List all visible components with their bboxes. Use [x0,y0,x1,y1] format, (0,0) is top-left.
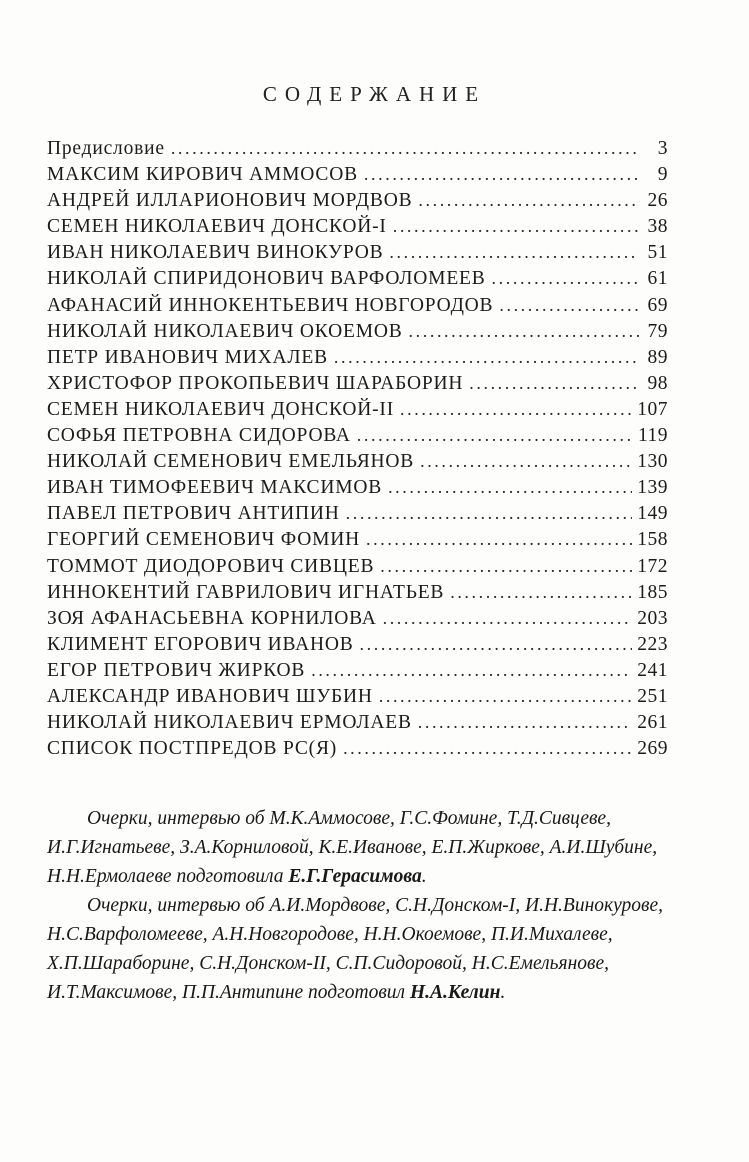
dot-leader [400,399,632,421]
toc-entry [47,268,668,294]
toc-entry-title: ИННОКЕНТИЙ ГАВРИЛОВИЧ ИГНАТЬЕВ [47,581,445,603]
toc-entry-title: АЛЕКСАНДР ИВАНОВИЧ ШУБИН [47,685,373,707]
toc-entry-title: ИВАН НИКОЛАЕВИЧ ВИНОКУРОВ [47,242,384,264]
toc-entry-page: 261 [637,712,668,734]
toc-entry [47,399,668,425]
toc-entry-title: НИКОЛАЙ СЕМЕНОВИЧ ЕМЕЛЬЯНОВ [47,451,415,473]
toc-entry-page: 3 [657,138,668,159]
toc-entry-title: ЕГОР ПЕТРОВИЧ ЖИРКОВ [47,659,306,681]
toc-entry-title: ГЕОРГИЙ СЕМЕНОВИЧ ФОМИН [47,529,361,551]
toc-entry-page: 69 [647,294,668,316]
note-text: Очерки, интервью об А.И.Мордвове, С.Н.Донском-I, И.Н.Винокурове, Н.С.Варфоломееве, А.Н.Новгородове, Н.Н.Окоемове, П.И.Михалеве, Х.П.Шараборине, С.Н.Донском-II, С.П.Сидоровой, Н.С.Емельянове, И.Т.Максимове, П.П.Антипине подготовил [47,895,664,1004]
dot-leader [389,242,639,264]
toc-entry-page: 185 [637,581,668,603]
notes-block [47,804,667,1007]
dot-leader [360,634,633,656]
toc-entry-title: СОФЬЯ ПЕТРОВНА СИДОРОВА [47,425,351,447]
page-title: СОДЕРЖАНИЕ [262,82,487,106]
toc-entry [47,295,668,321]
toc-entry [47,660,668,686]
toc-entry [47,634,668,660]
toc-entry-title: ТОММОТ ДИОДОРОВИЧ СИВЦЕВ [47,555,375,577]
toc-entry [47,503,668,529]
dot-leader [499,295,639,317]
dot-leader [357,425,633,447]
toc-entry [47,190,668,216]
toc-entry-page: 203 [637,607,668,629]
note-text: Очерки, интервью об М.К.Аммосове, Г.С.Фомине, Т.Д.Сивцеве, И.Г.Игнатьеве, З.А.Корниловой, К.Е.Иванове, Е.П.Жиркове, А.И.Шубине, Н.Н.Ермолаеве подготовила [47,808,658,888]
toc-entry [47,582,668,608]
toc-entry-page: 130 [637,451,668,473]
toc-entry [47,373,668,399]
dot-leader [492,268,639,290]
toc-entry-page: 269 [637,738,668,760]
toc-entry [47,556,668,582]
toc-entry [47,425,668,451]
dot-leader [418,712,633,734]
toc-entry [47,242,668,268]
toc-entry-title: ПАВЕЛ ПЕТРОВИЧ АНТИПИН [47,503,340,525]
toc-entry [47,321,668,347]
toc-entry-page: 172 [637,555,668,577]
toc-entry [47,138,668,164]
toc-entry-title: ХРИСТОФОР ПРОКОПЬЕВИЧ ШАРАБОРИН [47,372,464,394]
toc-entry [47,347,668,373]
dot-leader [450,582,632,604]
toc-entry-title: КЛИМЕНТ ЕГОРОВИЧ ИВАНОВ [47,633,354,655]
dot-leader [383,608,633,630]
toc-entry-title: АФАНАСИЙ ИННОКЕНТЬЕВИЧ НОВГОРОДОВ [47,294,494,316]
toc-entry-page: 149 [637,503,668,525]
dot-leader [364,164,639,186]
note-text: . [421,866,427,888]
note-text: . [500,982,506,1004]
toc-entry-title: НИКОЛАЙ СПИРИДОНОВИЧ ВАРФОЛОМЕЕВ [47,268,486,290]
toc-entry-page: 158 [637,529,668,551]
dot-leader [409,321,639,343]
dot-leader [393,216,639,238]
toc-entry-title: МАКСИМ КИРОВИЧ АММОСОВ [47,164,358,186]
toc-entry-page: 89 [647,346,668,368]
toc-entry-title: НИКОЛАЙ НИКОЛАЕВИЧ ЕРМОЛАЕВ [47,712,412,734]
toc-entry [47,477,668,503]
dot-leader [334,347,639,369]
toc-entry-page: 26 [647,190,668,212]
note-paragraph [47,891,667,1007]
toc-entry-title: СЕМЕН НИКОЛАЕВИЧ ДОНСКОЙ-I [47,216,387,238]
toc-entry-title: ЗОЯ АФАНАСЬЕВНА КОРНИЛОВА [47,607,377,629]
toc-entry [47,451,668,477]
toc-entry-page: 107 [637,398,668,420]
toc-list [47,138,668,764]
dot-leader [420,451,632,473]
toc-entry-title: СПИСОК ПОСТПРЕДОВ РС(Я) [47,738,338,760]
toc-entry-title: АНДРЕЙ ИЛЛАРИОНОВИЧ МОРДВОВ [47,190,413,212]
dot-leader [388,477,632,499]
toc-entry [47,164,668,190]
toc-entry [47,216,668,242]
compiler-name: Е.Г.Герасимова [288,866,422,888]
dot-leader [343,738,632,760]
toc-entry-page: 139 [637,477,668,499]
toc-entry-page: 119 [637,425,668,447]
dot-leader [311,660,632,682]
dot-leader [418,190,639,212]
toc-entry-page: 223 [637,633,668,655]
dot-leader [469,373,639,395]
dot-leader [346,503,633,525]
toc-entry [47,738,668,764]
toc-entry [47,529,668,555]
compiler-name: Н.А.Келин [409,982,501,1004]
toc-entry-title: СЕМЕН НИКОЛАЕВИЧ ДОНСКОЙ-II [47,398,395,420]
toc-entry-page: 38 [647,216,668,238]
toc-entry [47,608,668,634]
note-paragraph [47,804,667,891]
toc-entry-page: 98 [647,372,668,394]
toc-entry-page: 241 [637,659,668,681]
dot-leader [379,686,633,708]
toc-entry-page: 79 [647,320,668,342]
toc-entry [47,686,668,712]
dot-leader [380,556,632,578]
toc-entry-page: 251 [637,685,668,707]
toc-entry-page: 61 [647,268,668,290]
toc-entry-page: 9 [657,164,668,186]
toc-entry-page: 51 [647,242,668,264]
toc-entry-title: ИВАН ТИМОФЕЕВИЧ МАКСИМОВ [47,477,383,499]
toc-entry-title: Предисловие [47,138,165,159]
toc-entry [47,712,668,738]
toc-entry-title: НИКОЛАЙ НИКОЛАЕВИЧ ОКОЕМОВ [47,320,403,342]
dot-leader [366,529,632,551]
toc-entry-title: ПЕТР ИВАНОВИЧ МИХАЛЕВ [47,346,328,368]
dot-leader [171,138,639,160]
